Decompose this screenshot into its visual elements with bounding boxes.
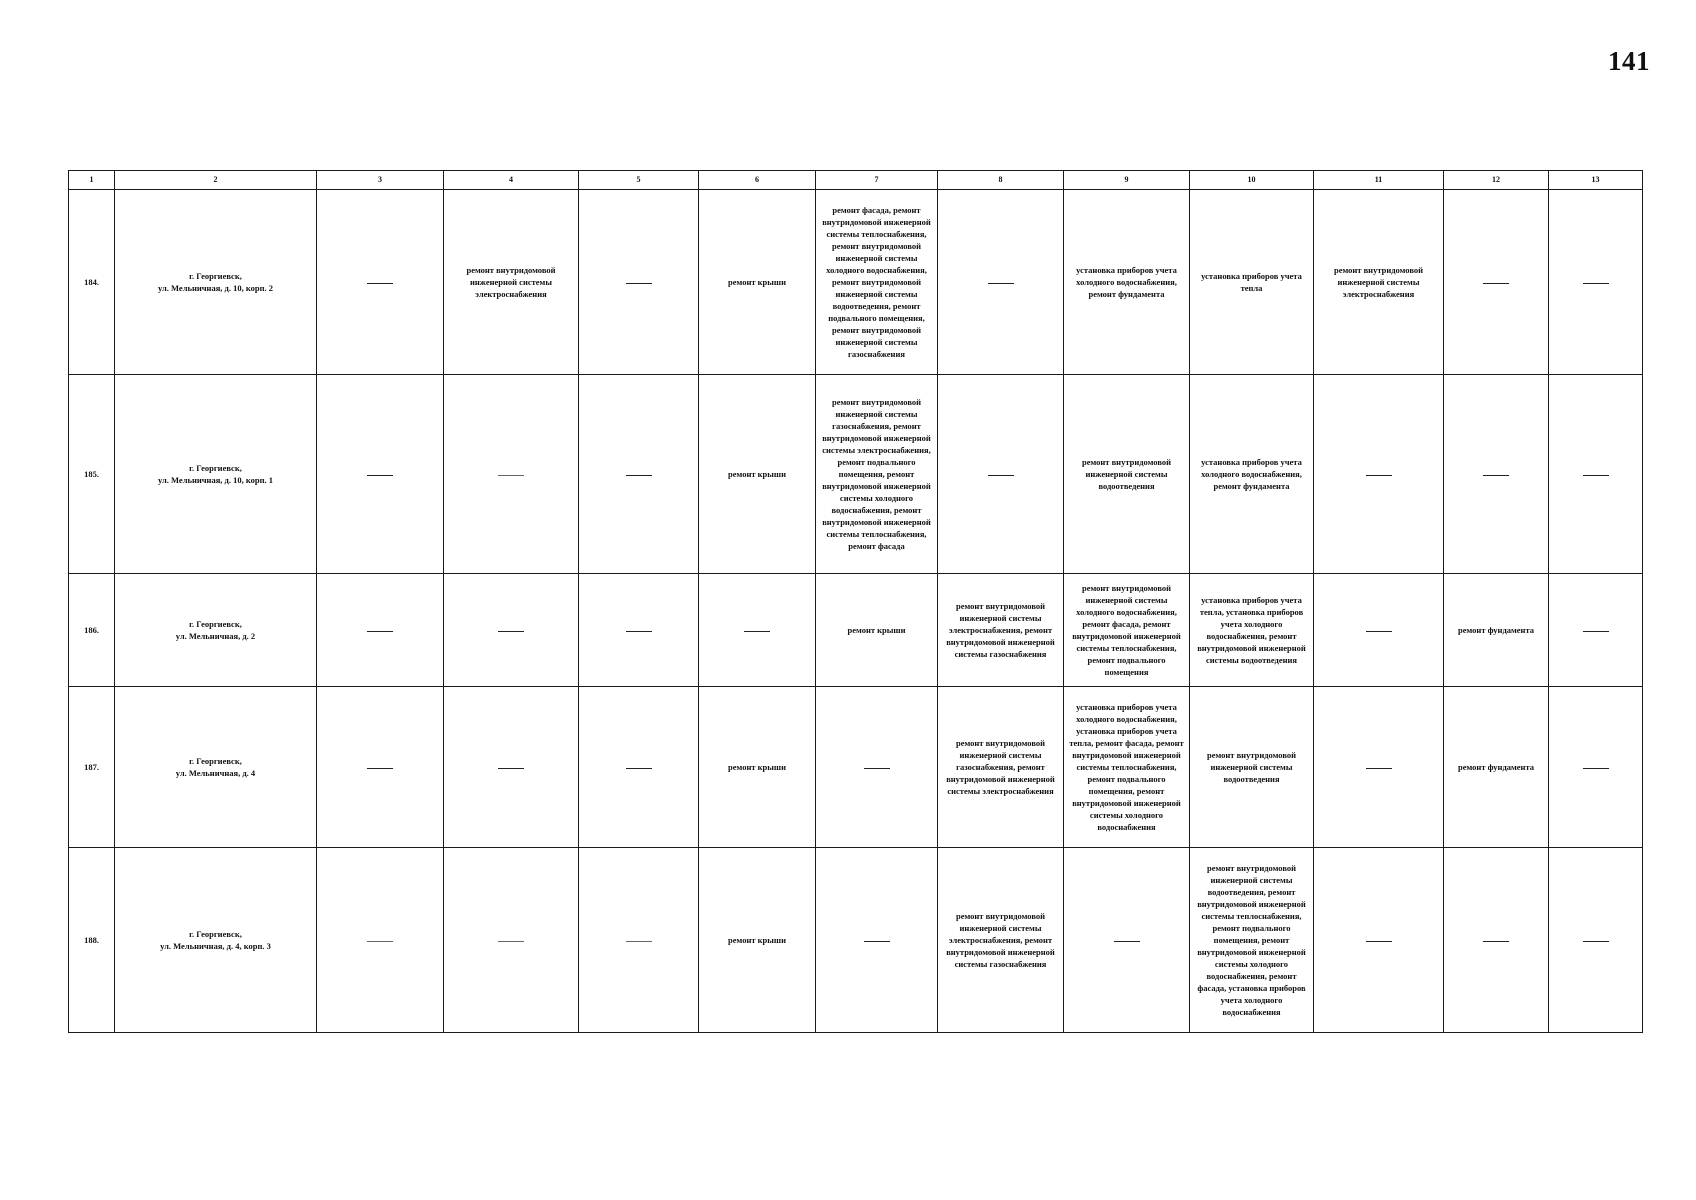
empty-dash [1583, 475, 1609, 476]
cell-col9: установка приборов учета холодного водоснабжения, установка приборов учета тепла, ремонт фасада, ремонт внутридомовой инженерной системы теплоснабжения, ремонт подвального помещения, ремонт внутридомовой инженерной системы холодного водоснабжения [1064, 687, 1190, 848]
cell-col7 [816, 848, 938, 1033]
cell-col13 [1549, 687, 1643, 848]
empty-dash [626, 475, 652, 476]
column-header: 12 [1444, 171, 1549, 190]
empty-dash [744, 631, 770, 632]
cell-col9: ремонт внутридомовой инженерной системы водоотведения [1064, 375, 1190, 574]
cell-col8 [938, 190, 1064, 375]
cell-col13 [1549, 848, 1643, 1033]
empty-dash [498, 941, 524, 942]
column-number-row [69, 171, 1643, 190]
empty-dash [626, 631, 652, 632]
cell-col4 [444, 574, 579, 687]
cell-col11 [1314, 848, 1444, 1033]
row-number: 187. [69, 687, 115, 848]
table-row [69, 375, 1643, 574]
column-header: 1 [69, 171, 115, 190]
empty-dash [1366, 941, 1392, 942]
empty-dash [1483, 941, 1509, 942]
cell-col8: ремонт внутридомовой инженерной системы электроснабжения, ремонт внутридомовой инженерной системы газоснабжения [938, 574, 1064, 687]
cell-col6: ремонт крыши [699, 848, 816, 1033]
column-header: 9 [1064, 171, 1190, 190]
address-cell [115, 574, 317, 687]
empty-dash [1583, 768, 1609, 769]
cell-col12: ремонт фундамента [1444, 574, 1549, 687]
cell-col7: ремонт внутридомовой инженерной системы газоснабжения, ремонт внутридомовой инженерной системы электроснабжения, ремонт подвального помещения, ремонт внутридомовой инженерной системы холодного водоснабжения, ремонт внутридомовой инженерной системы теплоснабжения, ремонт фасада [816, 375, 938, 574]
column-header: 6 [699, 171, 816, 190]
cell-col9: установка приборов учета холодного водоснабжения, ремонт фундамента [1064, 190, 1190, 375]
empty-dash [988, 283, 1014, 284]
empty-dash [988, 475, 1014, 476]
cell-col13 [1549, 375, 1643, 574]
column-header: 4 [444, 171, 579, 190]
empty-dash [498, 631, 524, 632]
empty-dash [1366, 475, 1392, 476]
column-header: 11 [1314, 171, 1444, 190]
column-header: 10 [1190, 171, 1314, 190]
column-header: 3 [317, 171, 444, 190]
cell-col6 [699, 574, 816, 687]
cell-col4 [444, 687, 579, 848]
cell-col9: ремонт внутридомовой инженерной системы холодного водоснабжения, ремонт фасада, ремонт внутридомовой инженерной системы теплоснабжения, ремонт подвального помещения [1064, 574, 1190, 687]
cell-col11 [1314, 574, 1444, 687]
cell-col10: ремонт внутридомовой инженерной системы водоотведения [1190, 687, 1314, 848]
cell-col10: установка приборов учета тепла [1190, 190, 1314, 375]
cell-col11: ремонт внутридомовой инженерной системы электроснабжения [1314, 190, 1444, 375]
address-cell [115, 687, 317, 848]
empty-dash [626, 941, 652, 942]
empty-dash [498, 475, 524, 476]
cell-col5 [579, 848, 699, 1033]
cell-col8 [938, 375, 1064, 574]
address-city: г. Георгиевск, [189, 271, 242, 281]
cell-col5 [579, 574, 699, 687]
address-city: г. Георгиевск, [189, 463, 242, 473]
cell-col12 [1444, 375, 1549, 574]
address-cell [115, 375, 317, 574]
cell-col3 [317, 375, 444, 574]
empty-dash [367, 768, 393, 769]
address-street: ул. Мельничная, д. 10, корп. 2 [157, 283, 274, 293]
cell-col9 [1064, 848, 1190, 1033]
cell-col7: ремонт фасада, ремонт внутридомовой инженерной системы теплоснабжения, ремонт внутридомовой инженерной системы холодного водоснабжения, ремонт внутридомовой инженерной системы водоотведения, ремонт подвального помещения, ремонт внутридомовой инженерной системы газоснабжения [816, 190, 938, 375]
table-row [69, 687, 1643, 848]
empty-dash [367, 283, 393, 284]
empty-dash [367, 941, 393, 942]
empty-dash [626, 283, 652, 284]
page-number: 141 [1608, 46, 1650, 76]
row-number: 184. [69, 190, 115, 375]
empty-dash [367, 475, 393, 476]
cell-col10: ремонт внутридомовой инженерной системы водоотведения, ремонт внутридомовой инженерной системы теплоснабжения, ремонт подвального помещения, ремонт внутридомовой инженерной системы холодного водоснабжения, ремонт фасада, установка приборов учета холодного водоснабжения [1190, 848, 1314, 1033]
cell-col8: ремонт внутридомовой инженерной системы газоснабжения, ремонт внутридомовой инженерной системы электроснабжения [938, 687, 1064, 848]
cell-col4: ремонт внутридомовой инженерной системы электроснабжения [444, 190, 579, 375]
column-header: 8 [938, 171, 1064, 190]
cell-col12 [1444, 848, 1549, 1033]
address-city: г. Георгиевск, [189, 619, 242, 629]
empty-dash [498, 768, 524, 769]
empty-dash [1114, 941, 1140, 942]
empty-dash [1366, 631, 1392, 632]
address-cell [115, 190, 317, 375]
cell-col11 [1314, 375, 1444, 574]
cell-col4 [444, 848, 579, 1033]
empty-dash [626, 768, 652, 769]
empty-dash [864, 768, 890, 769]
cell-col7: ремонт крыши [816, 574, 938, 687]
cell-col12 [1444, 190, 1549, 375]
address-street: ул. Мельничная, д. 4, корп. 3 [160, 941, 271, 951]
cell-col6: ремонт крыши [699, 375, 816, 574]
address-city: г. Георгиевск, [189, 929, 242, 939]
cell-col6: ремонт крыши [699, 687, 816, 848]
empty-dash [1583, 283, 1609, 284]
table-row [69, 574, 1643, 687]
address-street: ул. Мельничная, д. 10, корп. 1 [157, 475, 274, 485]
cell-col4 [444, 375, 579, 574]
row-number: 185. [69, 375, 115, 574]
column-header: 2 [115, 171, 317, 190]
empty-dash [1366, 768, 1392, 769]
cell-col3 [317, 687, 444, 848]
column-header: 5 [579, 171, 699, 190]
cell-col6: ремонт крыши [699, 190, 816, 375]
empty-dash [1483, 283, 1509, 284]
empty-dash [367, 631, 393, 632]
cell-col8: ремонт внутридомовой инженерной системы электроснабжения, ремонт внутридомовой инженерной системы газоснабжения [938, 848, 1064, 1033]
column-header: 13 [1549, 171, 1643, 190]
cell-col5 [579, 190, 699, 375]
cell-col5 [579, 687, 699, 848]
empty-dash [864, 941, 890, 942]
cell-col13 [1549, 190, 1643, 375]
row-number: 188. [69, 848, 115, 1033]
cell-col12: ремонт фундамента [1444, 687, 1549, 848]
cell-col3 [317, 190, 444, 375]
cell-col11 [1314, 687, 1444, 848]
address-cell [115, 848, 317, 1033]
row-number: 186. [69, 574, 115, 687]
address-city: г. Георгиевск, [189, 756, 242, 766]
cell-col7 [816, 687, 938, 848]
repair-schedule-table [68, 170, 1643, 1033]
empty-dash [1483, 475, 1509, 476]
cell-col13 [1549, 574, 1643, 687]
address-street: ул. Мельничная, д. 2 [175, 631, 256, 641]
cell-col3 [317, 848, 444, 1033]
cell-col10: установка приборов учета тепла, установка приборов учета холодного водоснабжения, ремонт внутридомовой инженерной системы водоотведения [1190, 574, 1314, 687]
empty-dash [1583, 631, 1609, 632]
empty-dash [1583, 941, 1609, 942]
cell-col10: установка приборов учета холодного водоснабжения, ремонт фундамента [1190, 375, 1314, 574]
table-row [69, 848, 1643, 1033]
column-header: 7 [816, 171, 938, 190]
table-row [69, 190, 1643, 375]
cell-col5 [579, 375, 699, 574]
address-street: ул. Мельничная, д. 4 [175, 768, 256, 778]
cell-col3 [317, 574, 444, 687]
